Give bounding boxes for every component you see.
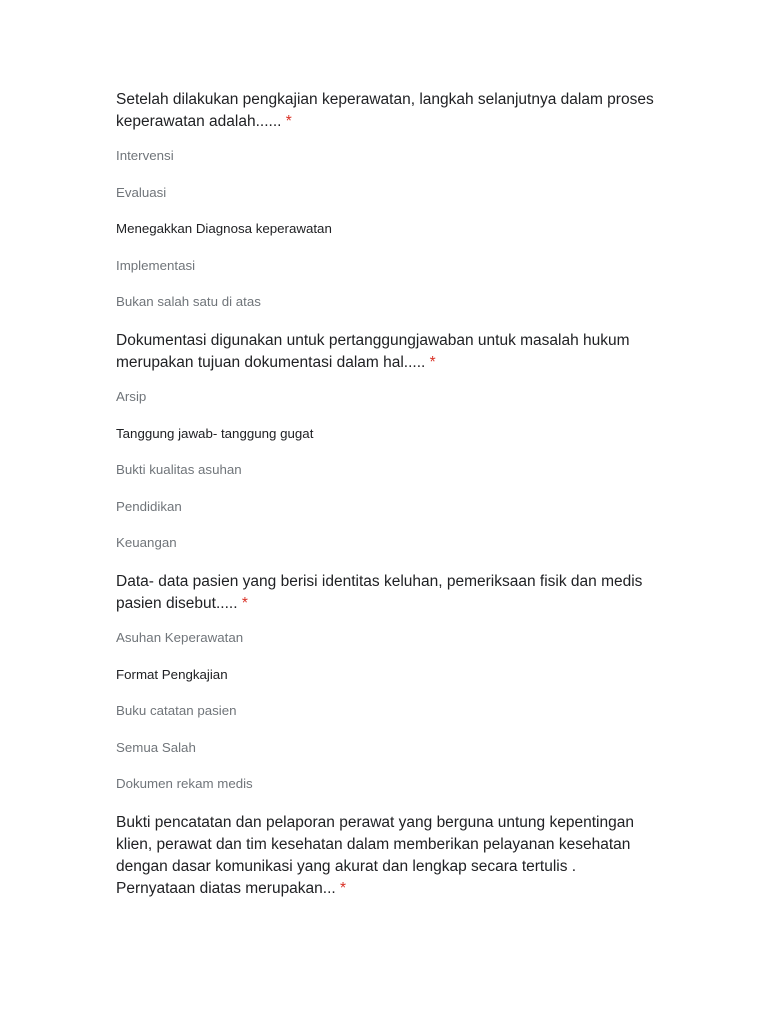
question-text: Bukti pencatatan dan pelaporan perawat yang berguna untung kepentingan klien, perawat dan tim kesehatan dalam memberikan pelayanan kesehatan dengan dasar komunikasi yang akurat dan lengkap secara tertulis . Pernyataan diatas merupakan... * — [116, 813, 634, 897]
option-evaluasi[interactable]: Evaluasi — [116, 184, 167, 200]
option-bukti-kualitas[interactable]: Bukti kualitas asuhan — [116, 462, 242, 478]
option-tanggung-jawab-selected[interactable]: Tanggung jawab- tanggung gugat — [116, 425, 314, 441]
option-list — [116, 388, 656, 571]
required-marker: * — [285, 113, 292, 130]
question-text: Dokumentasi digunakan untuk pertanggungjawaban untuk masalah hukum merupakan tujuan dokumentasi dalam hal..... * — [116, 331, 630, 371]
option-pendidikan[interactable]: Pendidikan — [116, 498, 182, 514]
option-intervensi[interactable]: Intervensi — [116, 148, 174, 163]
option-dokumen-rekam-medis[interactable]: Dokumen rekam medis — [116, 776, 253, 792]
question-block-3 — [116, 571, 656, 812]
option-buku-catatan[interactable]: Buku catatan pasien — [116, 703, 237, 719]
option-menegakkan-diagnosa-selected[interactable]: Menegakkan Diagnosa keperawatan — [116, 221, 332, 237]
question-block-1 — [116, 89, 656, 330]
option-bukan-salah-satu[interactable]: Bukan salah satu di atas — [116, 294, 261, 310]
required-marker: * — [340, 879, 347, 897]
question-block-2 — [116, 330, 656, 571]
option-semua-salah[interactable]: Semua Salah — [116, 739, 196, 755]
required-marker: * — [429, 353, 436, 371]
quiz-form — [116, 89, 656, 900]
option-list — [116, 629, 656, 812]
option-arsip[interactable]: Arsip — [116, 388, 147, 404]
option-implementasi[interactable]: Implementasi — [116, 257, 196, 273]
question-text: Data- data pasien yang berisi identitas keluhan, pemeriksaan fisik dan medis pasien disebut..... * — [116, 572, 643, 612]
option-format-pengkajian-selected[interactable]: Format Pengkajian — [116, 666, 228, 682]
option-asuhan-keperawatan[interactable]: Asuhan Keperawatan — [116, 629, 244, 645]
question-text: Setelah dilakukan pengkajian keperawatan, langkah selanjutnya dalam proses keperawatan adalah...... * — [116, 91, 654, 130]
option-list — [116, 147, 656, 330]
option-keuangan[interactable]: Keuangan — [116, 535, 177, 551]
question-block-4 — [116, 812, 656, 900]
required-marker: * — [241, 594, 248, 612]
